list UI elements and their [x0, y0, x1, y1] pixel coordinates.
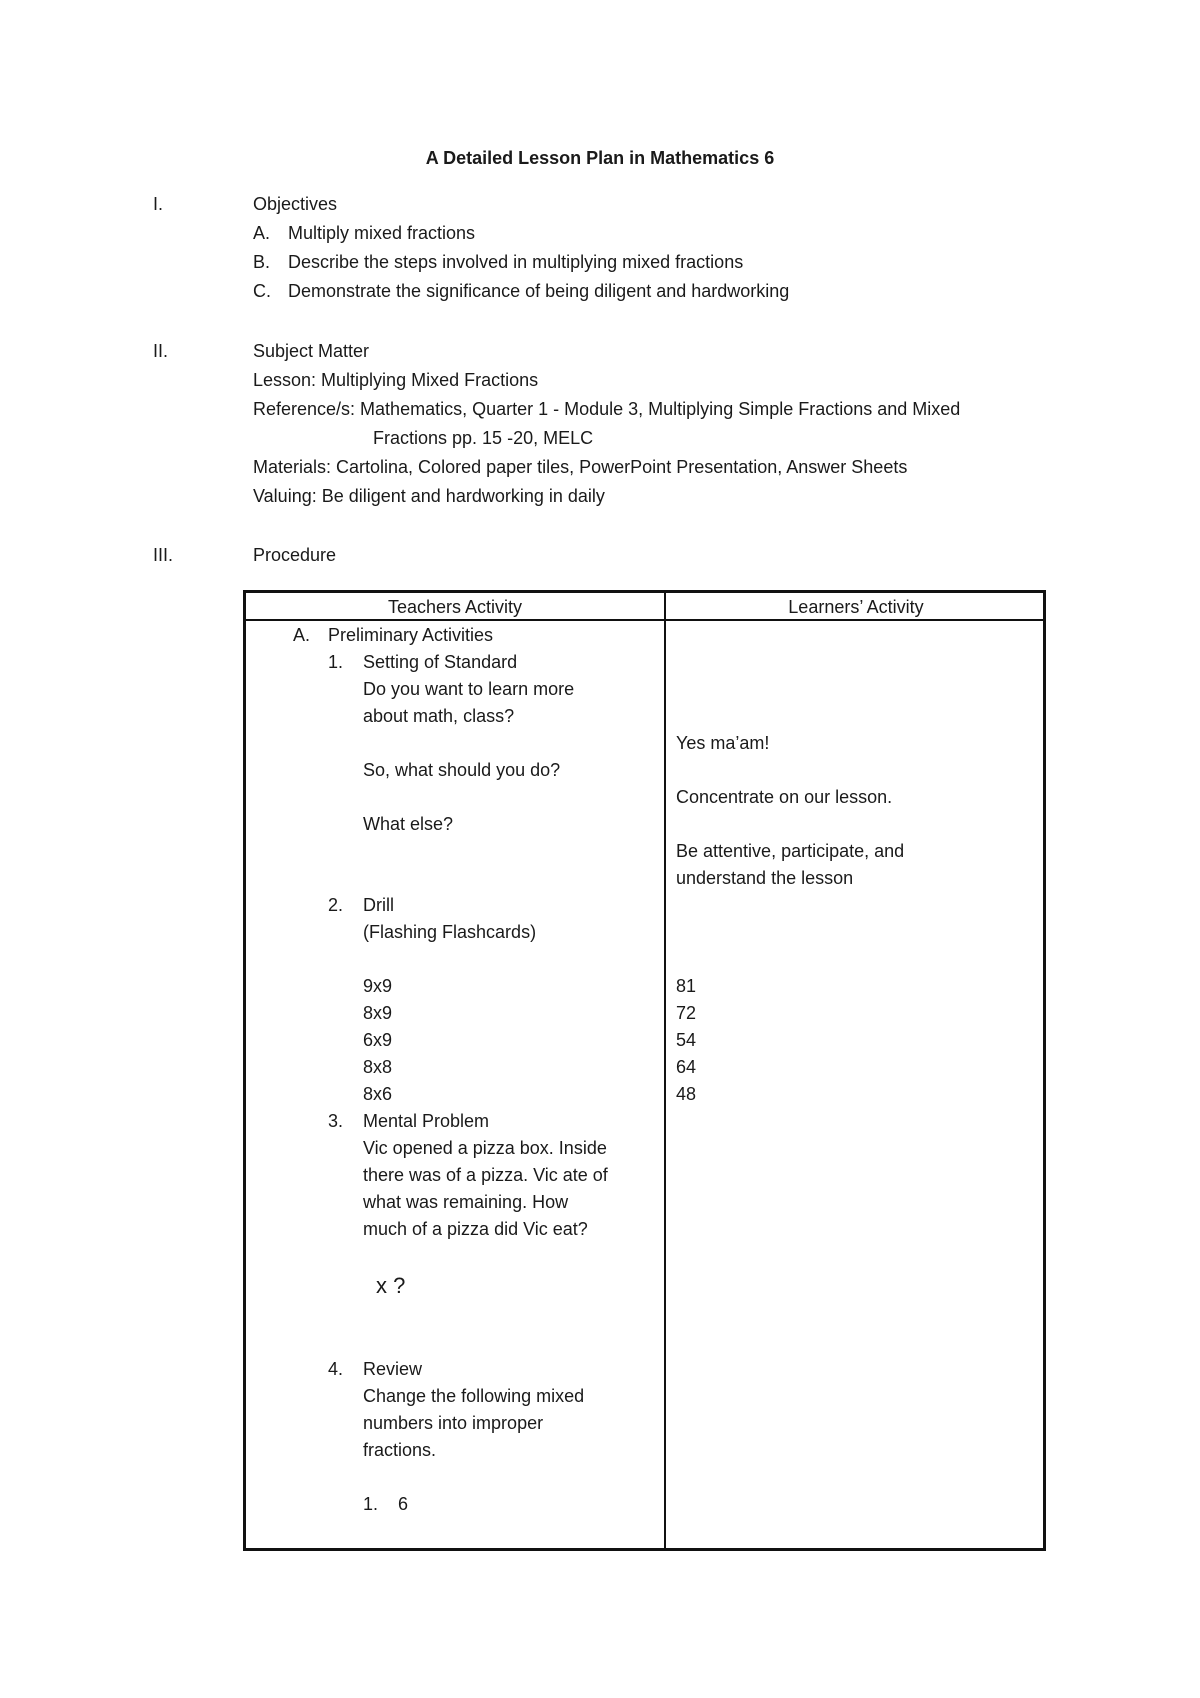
setting-question: So, what should you do? — [363, 760, 561, 780]
mental-problem-line: what was remaining. How — [363, 1192, 569, 1212]
drill-answer: 54 — [676, 1030, 697, 1050]
objective-text: Demonstrate the significance of being diligent and hardworking — [288, 281, 790, 301]
objective-letter: B. — [253, 252, 271, 272]
setting-question: What else? — [363, 814, 454, 834]
procedure-table — [243, 590, 1046, 1551]
setting-number: 1. — [328, 652, 344, 672]
subject-matter-numeral: II. — [153, 341, 169, 361]
setting-question: about math, class? — [363, 706, 515, 726]
review-item-value: 6 — [398, 1494, 409, 1514]
materials-line: Materials: Cartolina, Colored paper tiles, PowerPoint Presentation, Answer Sheets — [253, 457, 908, 477]
drill-question: 8x6 — [363, 1084, 393, 1104]
header-teachers-activity: Teachers Activity — [387, 597, 523, 617]
setting-question: Do you want to learn more — [363, 679, 575, 699]
setting-title: Setting of Standard — [363, 652, 518, 672]
learner-answer: understand the lesson — [676, 868, 854, 888]
objective-letter: A. — [253, 223, 271, 243]
review-instruction: fractions. — [363, 1440, 437, 1460]
procedure-numeral: III. — [153, 545, 174, 565]
drill-number: 2. — [328, 895, 344, 915]
mental-title: Mental Problem — [363, 1111, 490, 1131]
objective-text: Describe the steps involved in multiplying mixed fractions — [288, 252, 744, 272]
drill-answer: 81 — [676, 976, 697, 996]
objective-letter: C. — [253, 281, 271, 301]
drill-question: 6x9 — [363, 1030, 393, 1050]
page-title: A Detailed Lesson Plan in Mathematics 6 — [425, 148, 775, 168]
mental-problem-line: Vic opened a pizza box. Inside — [363, 1138, 607, 1158]
procedure-heading: Procedure — [253, 545, 337, 565]
drill-question: 8x9 — [363, 1003, 393, 1023]
review-item-number: 1. — [363, 1494, 379, 1514]
drill-answer: 48 — [676, 1084, 697, 1104]
review-instruction: Change the following mixed — [363, 1386, 585, 1406]
drill-answer: 72 — [676, 1003, 697, 1023]
preliminary-title: Preliminary Activities — [328, 625, 494, 645]
objectives-numeral: I. — [153, 194, 164, 214]
learner-answer: Concentrate on our lesson. — [676, 787, 893, 807]
table-column-divider — [664, 593, 666, 1548]
review-title: Review — [363, 1359, 423, 1379]
objectives-heading: Objectives — [253, 194, 338, 214]
drill-question: 9x9 — [363, 976, 393, 996]
reference-line: Reference/s: Mathematics, Quarter 1 - Module 3, Multiplying Simple Fractions and Mixed — [253, 399, 961, 419]
mental-problem-line: there was of a pizza. Vic ate of — [363, 1165, 608, 1185]
header-learners-activity: Learners’ Activity — [788, 597, 924, 617]
preliminary-letter: A. — [293, 625, 311, 645]
drill-title: Drill — [363, 895, 394, 915]
drill-answer: 64 — [676, 1057, 697, 1077]
drill-question: 8x8 — [363, 1057, 393, 1077]
subject-matter-heading: Subject Matter — [253, 341, 370, 361]
mental-problem-line: much of a pizza did Vic eat? — [363, 1219, 588, 1239]
table-header-divider — [246, 619, 1043, 621]
review-instruction: numbers into improper — [363, 1413, 544, 1433]
objective-text: Multiply mixed fractions — [288, 223, 476, 243]
learner-answer: Be attentive, participate, and — [676, 841, 905, 861]
learner-answer: Yes ma’am! — [676, 733, 770, 753]
mental-number: 3. — [328, 1111, 344, 1131]
drill-subtitle: (Flashing Flashcards) — [363, 922, 537, 942]
lesson-line: Lesson: Multiplying Mixed Fractions — [253, 370, 539, 390]
reference-line-continued: Fractions pp. 15 -20, MELC — [373, 428, 594, 448]
review-number: 4. — [328, 1359, 344, 1379]
mental-expression: x ? — [376, 1273, 406, 1298]
valuing-line: Valuing: Be diligent and hardworking in daily — [253, 486, 605, 506]
